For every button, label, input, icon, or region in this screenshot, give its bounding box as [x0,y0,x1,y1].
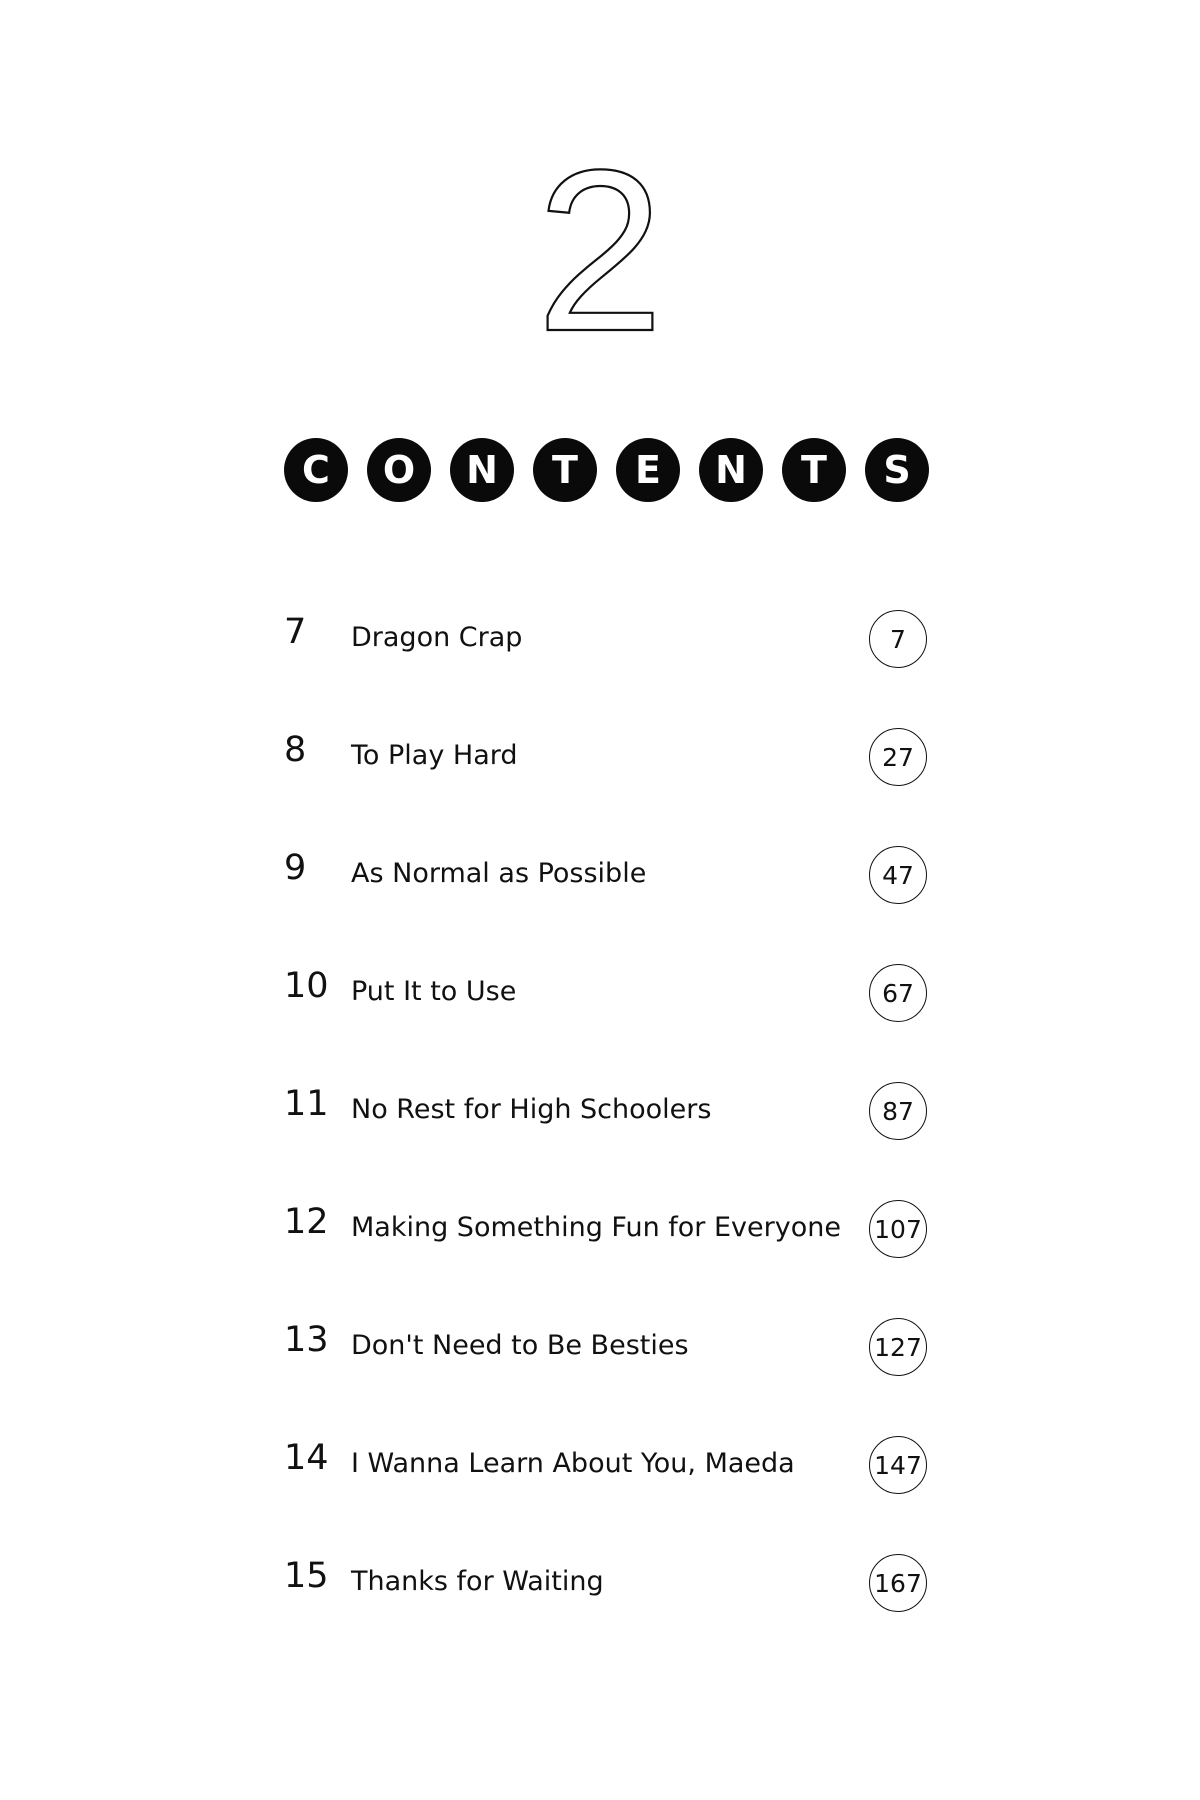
contents-letter: S [865,438,929,502]
chapter-number: 11 [284,1084,329,1124]
volume-number [0,122,1200,379]
contents-letter: T [782,438,846,502]
contents-letter: T [533,438,597,502]
page-number-badge: 127 [869,1318,927,1376]
chapter-number: 12 [284,1202,329,1242]
toc-entry[interactable] [284,1436,944,1500]
chapter-number: 8 [284,730,307,770]
toc-entry[interactable] [284,846,944,910]
toc-entry[interactable] [284,610,944,674]
chapter-number: 10 [284,966,329,1006]
chapter-title: Making Something Fun for Everyone [351,1212,841,1243]
page-number-badge: 27 [869,728,927,786]
chapter-number: 14 [284,1438,329,1478]
chapter-number: 9 [284,848,307,888]
contents-letter: E [616,438,680,502]
toc-entry[interactable] [284,964,944,1028]
chapter-title: Dragon Crap [351,622,523,653]
chapter-number: 15 [284,1556,329,1596]
contents-letter: N [450,438,514,502]
contents-letter: N [699,438,763,502]
toc-entry[interactable] [284,1200,944,1264]
chapter-title: Don't Need to Be Besties [351,1330,689,1361]
page-number-badge: 107 [869,1200,927,1258]
chapter-title: Put It to Use [351,976,517,1007]
toc-entry[interactable] [284,728,944,792]
chapter-title: Thanks for Waiting [351,1566,604,1597]
page-number-badge: 147 [869,1436,927,1494]
chapter-title: To Play Hard [351,740,518,771]
toc-entry[interactable] [284,1082,944,1146]
toc-entry[interactable] [284,1554,944,1618]
page-number-badge: 67 [869,964,927,1022]
chapter-number: 7 [284,612,307,652]
contents-letter: O [367,438,431,502]
chapter-title: No Rest for High Schoolers [351,1094,712,1125]
volume-number-outline [500,122,700,379]
chapter-number: 13 [284,1320,329,1360]
page-number-badge: 87 [869,1082,927,1140]
toc-entry[interactable] [284,1318,944,1382]
contents-heading [284,438,924,502]
page-number-badge: 47 [869,846,927,904]
chapter-title: I Wanna Learn About You, Maeda [351,1448,795,1479]
page-number-badge: 7 [869,610,927,668]
page-number-badge: 167 [869,1554,927,1612]
chapter-title: As Normal as Possible [351,858,647,889]
contents-letter: C [284,438,348,502]
volume-number-text: 2 [536,122,664,379]
